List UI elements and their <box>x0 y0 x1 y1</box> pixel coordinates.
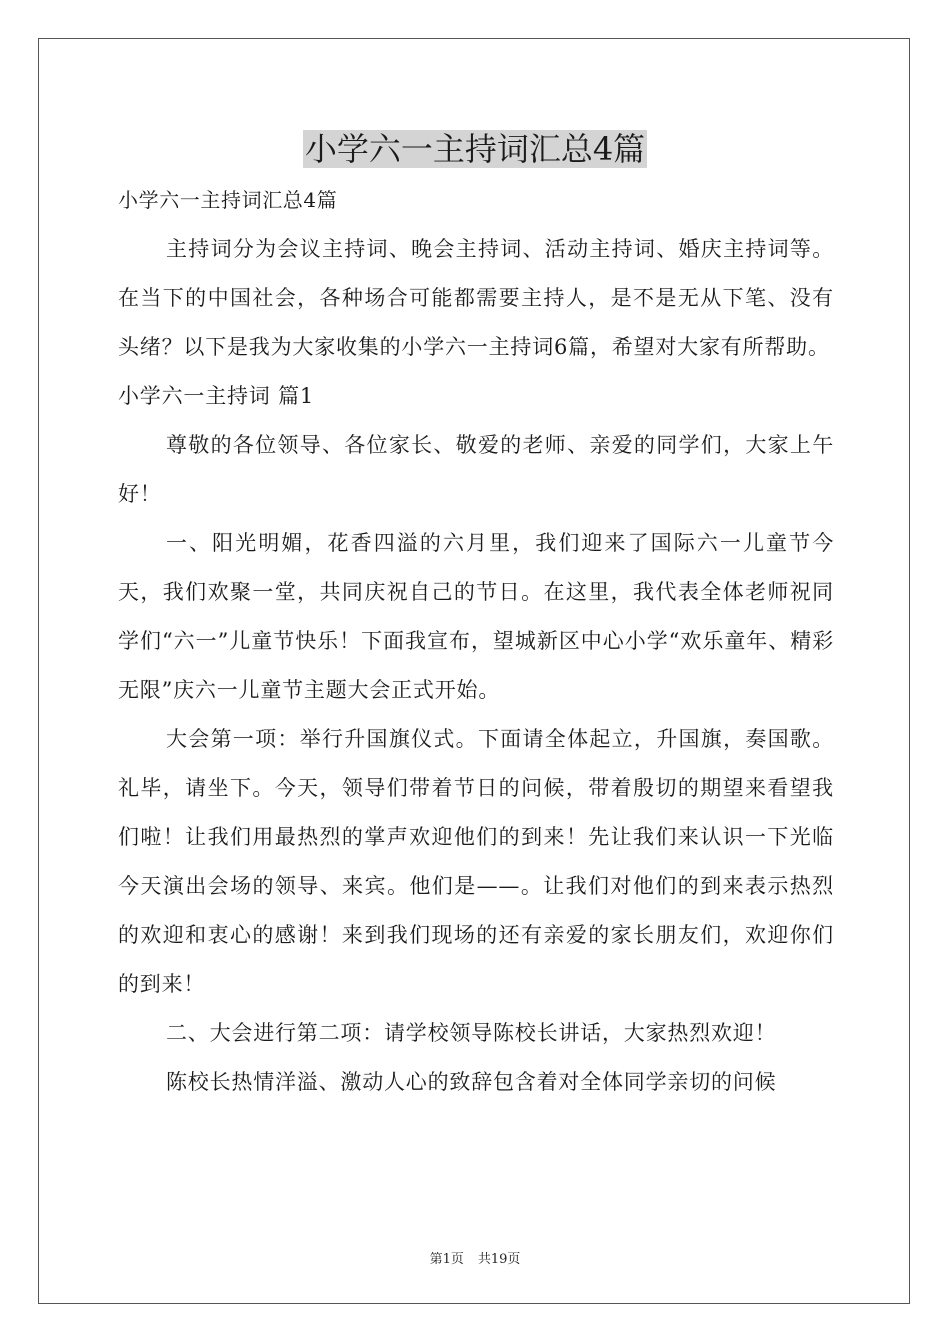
document-subtitle: 小学六一主持词汇总4篇 <box>118 188 338 212</box>
document-title-text: 小学六一主持词汇总4篇 <box>304 130 646 168</box>
document-body <box>118 176 834 1107</box>
page-total: 共19页 <box>477 1252 521 1267</box>
page-footer <box>0 1248 950 1267</box>
body-paragraph: 一、阳光明媚，花香四溢的六月里，我们迎来了国际六一儿童节今天，我们欢聚一堂，共同庆祝自己的节日。在这里，我代表全体老师祝同学们“六一”儿童节快乐！下面我宣布，望城新区中心小学“欢乐童年、精彩无限”庆六一儿童节主题大会正式开始。 <box>118 531 834 702</box>
body-paragraph: 二、大会进行第二项：请学校领导陈校长讲话，大家热烈欢迎！ <box>166 1021 777 1045</box>
page-number: 第1页 <box>429 1252 464 1267</box>
intro-paragraph: 主持词分为会议主持词、晚会主持词、活动主持词、婚庆主持词等。在当下的中国社会，各种场合可能都需要主持人，是不是无从下笔、没有头绪？以下是我为大家收集的小学六一主持词6篇，希望对大家有所帮助。 <box>118 237 834 359</box>
body-paragraph: 尊敬的各位领导、各位家长、敬爱的老师、亲爱的同学们，大家上午好！ <box>118 433 834 506</box>
document-title <box>0 124 950 174</box>
body-paragraph: 大会第一项：举行升国旗仪式。下面请全体起立，升国旗，奏国歌。礼毕，请坐下。今天，领导们带着节日的问候，带着殷切的期望来看望我们啦！让我们用最热烈的掌声欢迎他们的到来！先让我们来认识一下光临今天演出会场的领导、来宾。他们是——。让我们对他们的到来表示热烈的欢迎和衷心的感谢！来到我们现场的还有亲爱的家长朋友们，欢迎你们的到来！ <box>118 727 834 996</box>
section-heading: 小学六一主持词 篇1 <box>118 384 315 408</box>
body-paragraph: 陈校长热情洋溢、激动人心的致辞包含着对全体同学亲切的问候 <box>166 1070 777 1094</box>
